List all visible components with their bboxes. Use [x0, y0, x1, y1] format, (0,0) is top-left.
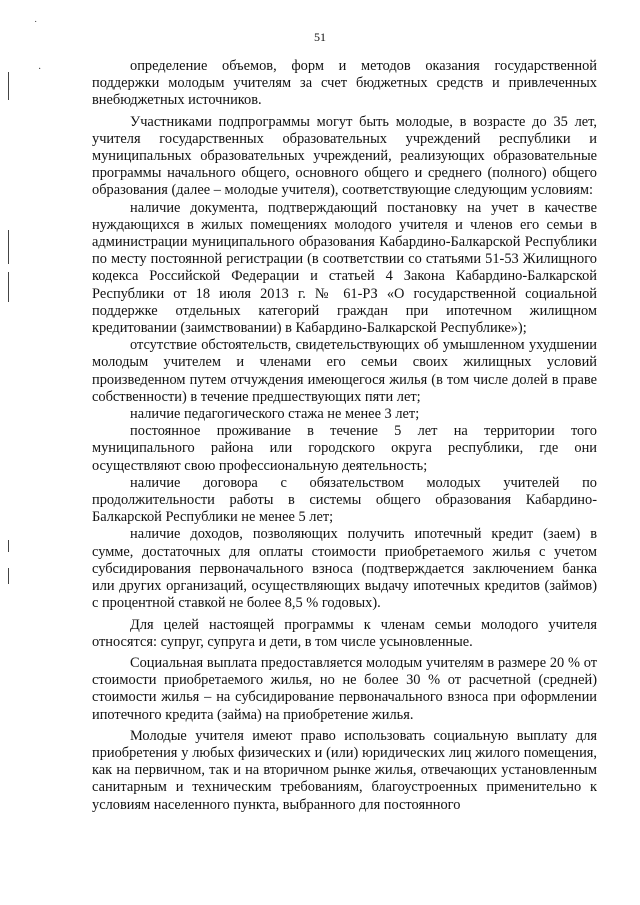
scan-dot-mark: ˙ [34, 20, 38, 31]
paragraph: наличие документа, подтверждающий постановку на учет в качестве нуждающихся в жилых помещениях молодого учителя и членов его семьи в администрации муниципального образования Кабардино-Балкарской Республики по месту постоянной регистрации (в соответствии со статьями 51-53 Жилищного кодекса Российской Федерации и статьей 4 Закона Кабардино-Балкарской Республики от 18 июля 2013 г. № 61-РЗ «О государственной социальной поддержке отдельных категорий граждан при ипотечном жилищном кредитовании (заимствовании) в Кабардино-Балкарской Республике»); [92, 199, 597, 337]
paragraph: наличие педагогического стажа не менее 3 лет; [130, 406, 420, 423]
paragraph: определение объемов, форм и методов оказания государственной поддержки молодым учителям за счет бюджетных средств и привлеченных внебюджетных источников. [92, 58, 597, 109]
scan-margin-mark [8, 272, 9, 302]
paragraph: наличие доходов, позволяющих получить ипотечный кредит (заем) в сумме, достаточных для оплаты стоимости приобретаемого жилья с учетом субсидирования первоначального взноса (подтверждается заключением банка или других организаций, осуществляющих выдачу ипотечных кредитов (займов) с процентной ставкой не более 8,5 % годовых). [92, 526, 597, 612]
scan-margin-mark [8, 540, 9, 552]
document-body [92, 58, 597, 814]
paragraph: постоянное проживание в течение 5 лет на территории того муниципального района или городского округа республики, где они осуществляют свою профессиональную деятельность; [92, 423, 597, 474]
paragraph: Молодые учителя имеют право использовать социальную выплату для приобретения у любых физических и (или) юридических лиц жилого помещения, как на первичном, так и на вторичном рынке жилья, отвечающих установленным санитарным и техническим требованиям, благоустроенных применительно к условиям населенного пункта, выбранного для постоянного [92, 727, 597, 813]
paragraph: наличие договора с обязательством молодых учителей по продолжительности работы в системы общего образования Кабардино-Балкарской Республики не менее 5 лет; [92, 474, 597, 526]
page-number: 51 [314, 30, 326, 44]
paragraph: отсутствие обстоятельств, свидетельствующих об умышленном ухудшении молодым учителем и членами его семьи своих жилищных условий произведенном путем отчуждения имеющегося жилья (в том числе долей в праве собственности) в течение предшествующих пяти лет; [92, 337, 597, 405]
paragraph: Для целей настоящей программы к членам семьи молодого учителя относятся: супруг, супруга и дети, в том числе усыновленные. [92, 616, 597, 650]
scan-dot-mark: · [38, 64, 42, 75]
scan-margin-mark [8, 568, 9, 584]
paragraph: Социальная выплата предоставляется молодым учителям в размере 20 % от стоимости приобретаемого жилья, но не более 30 % от расчетной (средней) стоимости жилья – на субсидирование первоначального взноса при оформлении ипотечного кредита (займа) на приобретение жилья. [92, 654, 597, 723]
paragraph: Участниками подпрограммы могут быть молодые, в возрасте до 35 лет, учителя государственных образовательных учреждений республики и муниципальных образовательных учреждений, реализующих образовательные программы начального общего, основного общего и среднего (полного) общего образования (далее – молодые учителя), соответствующие следующим условиям: [92, 113, 597, 199]
scan-margin-mark [8, 230, 9, 264]
scan-margin-mark [8, 72, 9, 100]
